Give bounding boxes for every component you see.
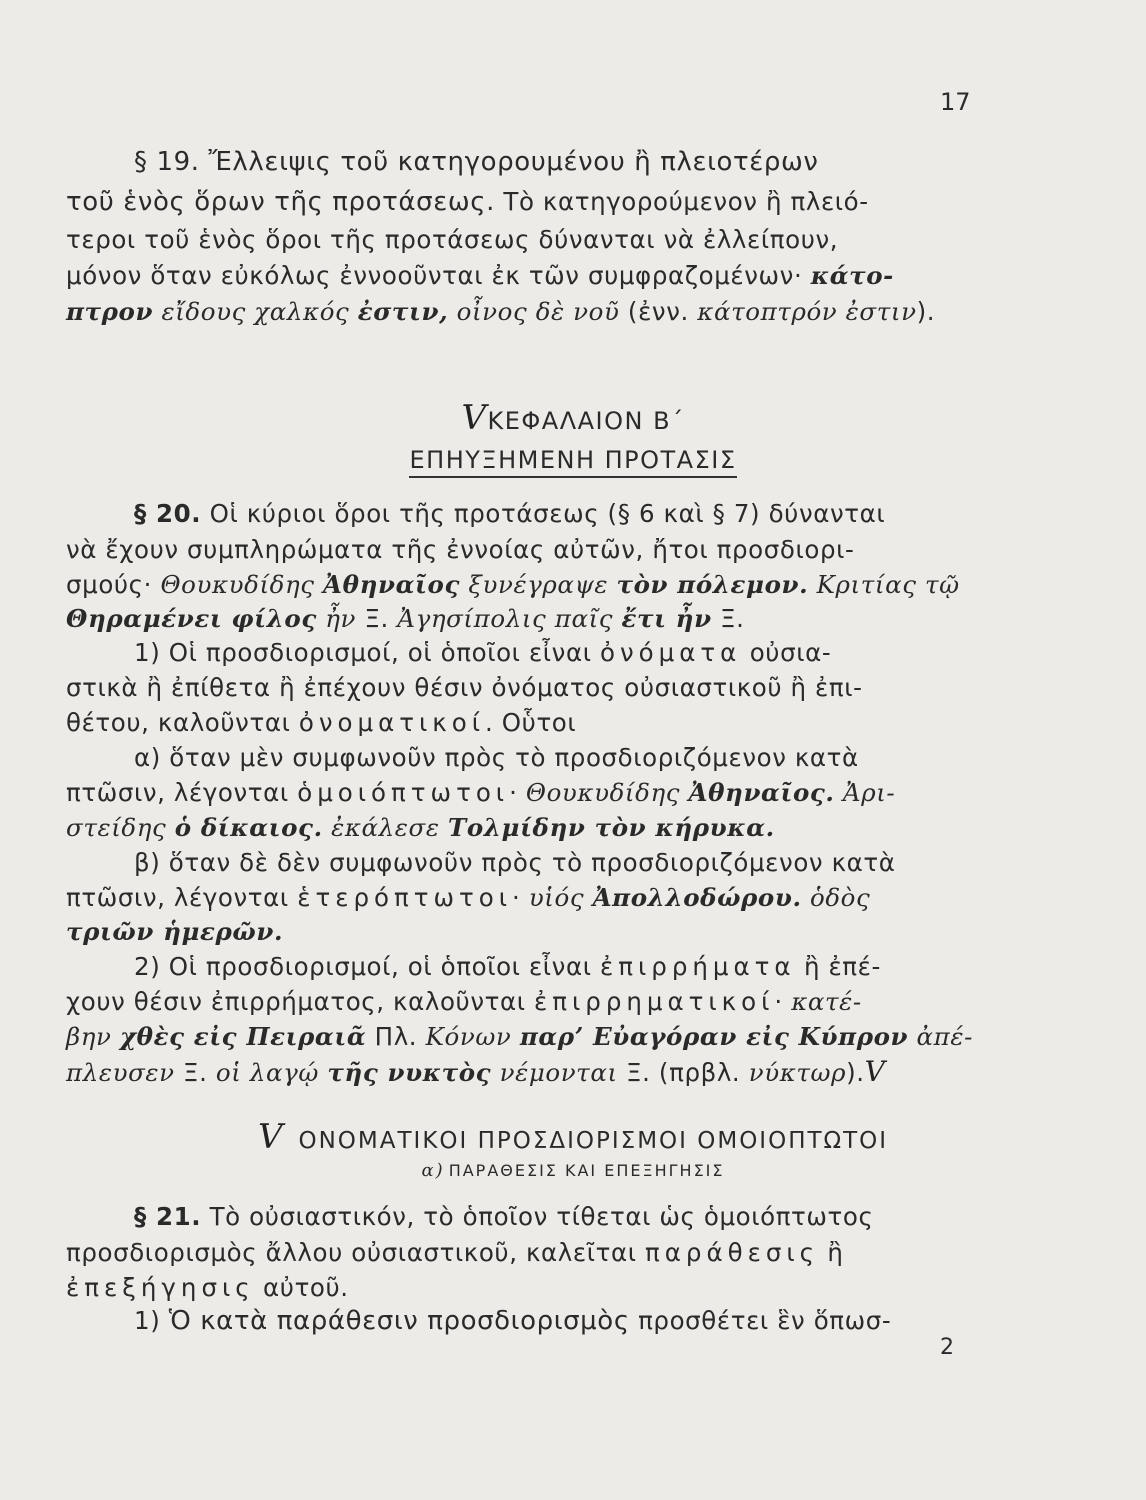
s20-c-line-3 [66, 1020, 1080, 1054]
s19-line-5 [66, 295, 1080, 329]
section-number: § 21. [134, 1202, 202, 1231]
s20-text: θέτου, καλοῦνται [66, 708, 299, 737]
s20-example: οἱ λαγῴ [215, 1058, 328, 1087]
s20-text: Ξ. [364, 604, 398, 633]
s20-example: Ἀγησίπολις παῖς [397, 604, 622, 633]
s20-example-bold: παρ’ Εὐαγόραν εἰς Κύπρον [519, 1022, 909, 1051]
chapter-title [0, 398, 1146, 438]
s20-line-2: νὰ ἔχουν συμπληρώματα τῆς ἐννοίας αὐτῶν, ἤτοι προσδιορι- [66, 535, 855, 564]
s20-text: . Οὗτοι [485, 708, 577, 737]
s21-text: προσδιορισμὸς ἄλλου οὐσιαστικοῦ, καλεῖται [66, 1238, 645, 1267]
s20-example: νύκτωρ [748, 1058, 847, 1087]
s20-example: Θουκυδίδης [525, 778, 689, 807]
s19-example-bold: πτρον [66, 297, 154, 326]
s20-c-line-2 [66, 985, 1080, 1019]
s20-example-bold: χθὲς εἰς Πειραιᾶ [119, 1022, 367, 1051]
pencil-check-mark: V [257, 1117, 285, 1157]
s20-text: Οἱ κύριοι ὅροι τῆς προτάσεως (§ 6 καὶ § 7) δύνανται [201, 499, 886, 528]
s21-line-3 [66, 1271, 1080, 1305]
s20-example: υἱός [528, 883, 593, 912]
s19-title-part-1: § 19. Ἔλλειψις τοῦ κατηγορουμένου ἢ πλειοτέρων [134, 147, 819, 177]
s21-text: αὐτοῦ. [254, 1273, 349, 1302]
s20-text: ). [846, 1058, 865, 1087]
s20-text: 2) Οἱ προσδιορισμοί, οἱ ὁποῖοι εἶναι [134, 952, 600, 981]
s20-text: · [774, 987, 792, 1016]
s19-example: οἶνος δὲ νοῦ [448, 297, 628, 326]
section-title [0, 1117, 1146, 1157]
s20-p1-line-1 [134, 636, 1080, 670]
s19-text: ). [916, 297, 936, 326]
s21-text: προσθέτει ἓν ὅπωσ- [629, 1306, 892, 1335]
s20-example-bold: τριῶν ἡμερῶν. [66, 917, 284, 946]
s20-example: Κριτίας τῷ [808, 570, 960, 599]
s20-example-bold: Ἀθηναῖος. [688, 778, 835, 807]
s20-c-line-1 [134, 950, 1080, 984]
s20-b-line-3 [66, 915, 1080, 949]
s20-example: ἐκάλεσε [322, 813, 448, 842]
s19-line-4 [66, 259, 1080, 293]
s20-example: βην [66, 1022, 120, 1051]
s20-b-line-1: β) ὅταν δὲ δὲν συμφωνοῦν πρὸς τὸ προσδιοριζόμενον κατὰ [134, 848, 896, 877]
spaced-term: ὀνόματα [600, 638, 742, 667]
s20-example: ξυνέγραψε [459, 570, 617, 599]
s20-text: οὐσια- [741, 638, 832, 667]
s20-text: χουν θέσιν ἐπιρρήματος, καλοῦνται [66, 987, 534, 1016]
s20-b-line-2 [66, 881, 1080, 915]
s20-example: στείδης [66, 813, 175, 842]
s21-line-1 [134, 1200, 1080, 1234]
s19-text: (ἐνν. [627, 297, 698, 326]
s20-example: πλευσεν [66, 1058, 184, 1087]
s20-line-3 [66, 568, 1080, 602]
section-subtitle [0, 1160, 1146, 1181]
s20-p1-line-2: στικὰ ἢ ἐπίθετα ἢ ἐπέχουν θέσιν ὀνόματος οὐσιαστικοῦ ἢ ἐπι- [66, 673, 863, 702]
spaced-term: ἑτερόπτωτοι [297, 883, 513, 912]
s20-example: νέμονται [491, 1058, 627, 1087]
section-number: § 20. [134, 499, 202, 528]
spaced-term: παράθεσις [645, 1238, 820, 1267]
spaced-term: ὁμοιόπτωτοι [297, 778, 510, 807]
s20-example: Κόνων [425, 1022, 520, 1051]
spaced-term: ὀνοματικοί [298, 708, 486, 737]
s20-line-4 [66, 602, 1080, 636]
s20-example-bold: Θηραμένει φίλος [66, 604, 317, 633]
s20-text: πτῶσιν, λέγονται [66, 778, 298, 807]
s20-example: κατέ- [791, 987, 862, 1016]
s20-example-bold: ὁ δίκαιος. [174, 813, 323, 842]
chapter-subtitle [0, 446, 1146, 474]
chapter-subtitle-text: ΕΠΗΥΞΗΜΕΝΗ ΠΡΟΤΑΣΙΣ [409, 446, 736, 478]
s20-c-line-4 [66, 1055, 1080, 1090]
spaced-term: ἐπιρρηματικοί [533, 987, 775, 1016]
s20-a-line-3 [66, 811, 1080, 845]
s20-text: · [512, 883, 529, 912]
s19-title-part-2: τοῦ ἑνὸς ὅρων τῆς προτάσεως. [66, 187, 495, 217]
s19-text: μόνον ὅταν εὐκόλως ἐννοοῦνται ἐκ τῶν συμφραζομένων· [66, 261, 811, 290]
s20-example-bold: Ἀπολλοδώρου. [592, 883, 802, 912]
s19-example-bold: ἐστιν, [357, 297, 449, 326]
s20-example: ἀπέ- [908, 1022, 973, 1051]
section-title-text: ΟΝΟΜΑΤΙΚΟΙ ΠΡΟΣΔΙΟΡΙΣΜΟΙ ΟΜΟΙΟΠΤΩΤΟΙ [298, 1128, 889, 1154]
pencil-check-mark: V [461, 398, 488, 438]
s19-example-bold: κάτο- [810, 261, 894, 290]
s20-a-line-1: α) ὅταν μὲν συμφωνοῦν πρὸς τὸ προσδιοριζόμενον κατὰ [134, 743, 859, 772]
s20-text: πτῶσιν, λέγονται [66, 883, 298, 912]
spaced-term: ἐπιρρήματα [600, 952, 796, 981]
s21-text: Τὸ οὐσιαστικόν, τὸ ὁποῖον τίθεται ὡς ὁμοιόπτωτος [201, 1202, 874, 1231]
s21-text: 1) [134, 1306, 169, 1335]
s20-text: Ξ. (πρβλ. [626, 1058, 749, 1087]
s21-bold-heading: Ὁ κατὰ παράθεσιν προσδιορισμὸς [168, 1306, 630, 1336]
s20-example-bold: τὸν πόλεμον. [616, 570, 809, 599]
s20-p1-line-3 [66, 706, 1080, 740]
s19-example: κάτοπτρόν ἐστιν [697, 297, 917, 326]
s20-text: Ξ. [183, 1058, 216, 1087]
s20-text: · [509, 778, 526, 807]
s20-text: 1) Οἱ προσδιορισμοί, οἱ ὁποῖοι εἶναι [134, 638, 600, 667]
s19-line-1 [134, 145, 1080, 179]
s20-example-bold: τῆς νυκτὸς [327, 1058, 492, 1087]
spaced-term: ἐπεξήγησις [66, 1273, 255, 1302]
section-subtitle-text: ΠΑΡΑΘΕΣΙΣ ΚΑΙ ΕΠΕΞΗΓΗΣΙΣ [448, 1161, 725, 1180]
pencil-check-mark: V [864, 1055, 886, 1088]
s19-example: εἴδους χαλκός [153, 297, 358, 326]
s21-line-2 [66, 1236, 1080, 1270]
s20-text: Ξ. [711, 604, 745, 633]
s20-example: ἦν [316, 604, 365, 633]
s20-example: Θουκυδίδης [160, 570, 324, 599]
s20-a-line-2 [66, 776, 1080, 810]
s21-text: ἢ [819, 1238, 844, 1267]
s20-example-bold: ἔτι ἦν [621, 604, 712, 633]
s19-text: Τὸ κατηγορούμενον ἢ πλειό- [495, 187, 869, 216]
signature-mark: 2 [940, 1335, 954, 1360]
pencil-annotation: α) [421, 1160, 445, 1181]
s21-line-4 [134, 1304, 1080, 1338]
s19-line-2 [66, 185, 1080, 219]
s20-example: Ἀρι- [834, 778, 896, 807]
s20-example-bold: Ἀθηναῖος [323, 570, 460, 599]
s19-line-3: τεροι τοῦ ἑνὸς ὅροι τῆς προτάσεως δύνανται νὰ ἐλλείπουν, [66, 225, 839, 254]
s20-example-bold: Τολμίδην τὸν κήρυκα. [448, 813, 775, 842]
s20-text: σμούς· [66, 570, 161, 599]
s20-line-1 [134, 497, 1080, 531]
s20-example: ὁδὸς [801, 883, 871, 912]
s20-text: Πλ. [366, 1022, 426, 1051]
s20-text: ἢ ἐπέ- [795, 952, 881, 981]
page-number: 17 [940, 88, 971, 116]
chapter-title-text: ΚΕΦΑΛΑΙΟΝ Β΄ [487, 407, 685, 435]
